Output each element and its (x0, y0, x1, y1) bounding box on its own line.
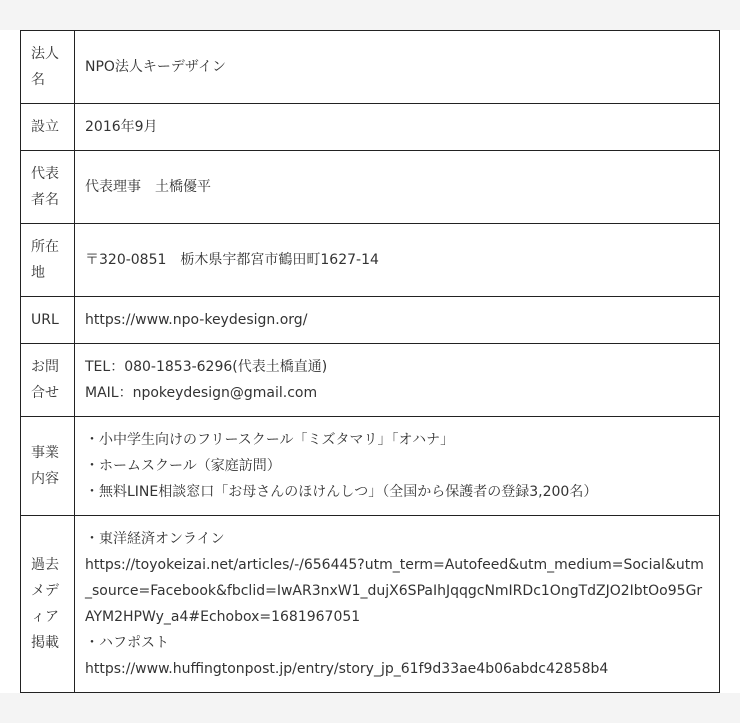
table-row-contact (21, 344, 720, 417)
organization-info-table (20, 30, 720, 693)
media-article-link[interactable]: https://toyokeizai.net/articles/-/656445?utm_term=Autofeed&utm_medium=Social&utm_source=Facebook&fbclid=IwAR3nxW1_dujX6SPaIhJqqgcNmIRDc1OngTdZJO2IbtOo95GrAYM2HPWy_a4#Echobox=1681967051 (85, 557, 704, 625)
row-label: 過去メディア掲載 (21, 516, 75, 693)
row-value (75, 297, 720, 344)
row-value (75, 344, 720, 417)
table-row-representative (21, 151, 720, 224)
media-outlet-name: ・ハフポスト (85, 635, 169, 651)
row-value (75, 224, 720, 297)
table-row-address (21, 224, 720, 297)
website-link[interactable]: https://www.npo-keydesign.org/ (85, 312, 308, 328)
page-canvas (0, 30, 740, 693)
corporate-name-text: NPO法人キーデザイン (85, 59, 226, 75)
table-row-established (21, 104, 720, 151)
media-article-link[interactable]: https://www.huffingtonpost.jp/entry/story_jp_61f9d33ae4b06abdc42858b4 (85, 661, 609, 677)
row-label: お問合せ (21, 344, 75, 417)
row-value (75, 104, 720, 151)
media-outlet-name: ・東洋経済オンライン (85, 531, 225, 547)
table-row-url (21, 297, 720, 344)
row-value (75, 417, 720, 516)
row-label: 事業内容 (21, 417, 75, 516)
contact-email: MAIL：npokeydesign@gmail.com (85, 385, 318, 401)
row-label: 代表者名 (21, 151, 75, 224)
row-value (75, 31, 720, 104)
table-row-media (21, 516, 720, 693)
row-label: 設立 (21, 104, 75, 151)
business-item: ・ホームスクール（家庭訪問） (85, 458, 281, 474)
address-text: 〒320-0851 栃木県宇都宮市鶴田町1627-14 (85, 252, 379, 268)
business-item: ・無料LINE相談窓口「お母さんのほけんしつ」（全国から保護者の登録3,200名） (85, 484, 598, 500)
row-value (75, 151, 720, 224)
business-item: ・小中学生向けのフリースクール「ミズタマリ」「オハナ」 (85, 432, 455, 448)
row-value (75, 516, 720, 693)
row-label: 法人名 (21, 31, 75, 104)
contact-phone: TEL：080-1853-6296(代表土橋直通) (85, 359, 328, 375)
table-row-corporate-name (21, 31, 720, 104)
representative-text: 代表理事 土橋優平 (85, 179, 211, 195)
row-label: 所在地 (21, 224, 75, 297)
established-text: 2016年9月 (85, 119, 158, 135)
table-row-business (21, 417, 720, 516)
row-label: URL (21, 297, 75, 344)
